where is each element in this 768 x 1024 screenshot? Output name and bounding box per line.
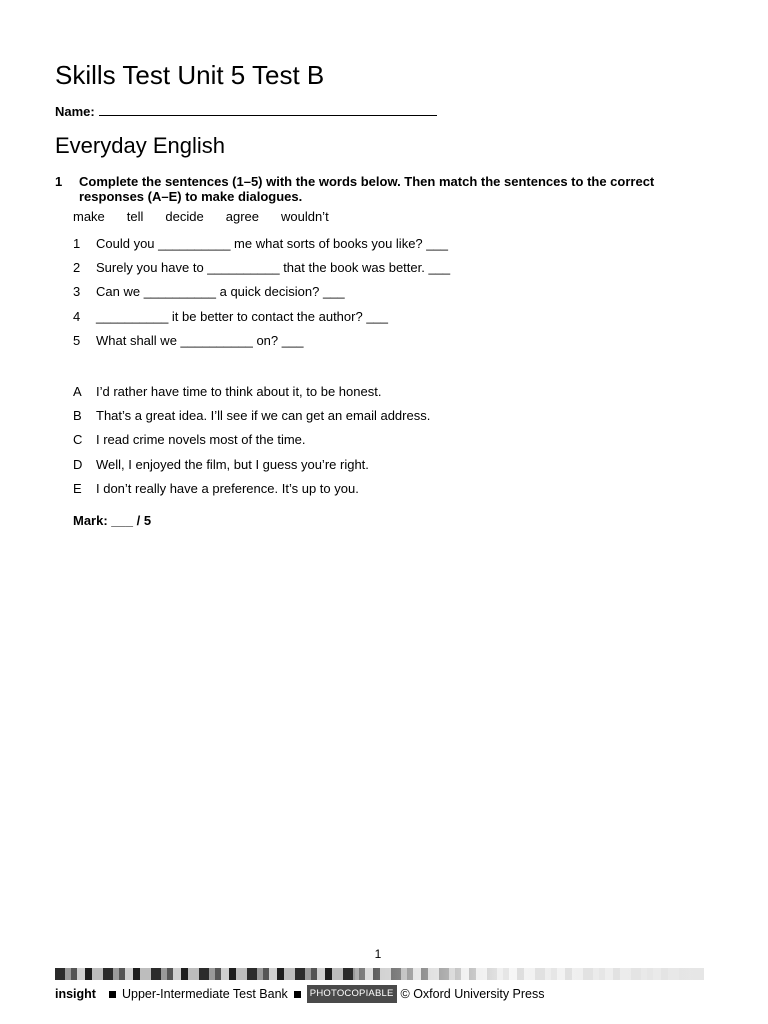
- response-letter: C: [73, 432, 83, 447]
- response-text: I don’t really have a preference. It’s up to you.: [96, 481, 359, 496]
- sentence-text: Could you __________ me what sorts of books you like? ___: [96, 236, 448, 251]
- question-number: 1: [55, 174, 63, 189]
- square-bullet-icon: [109, 991, 116, 998]
- name-label: Name:: [55, 104, 95, 119]
- sentence-item: [73, 309, 388, 325]
- mark-score: Mark: ___ / 5: [73, 513, 152, 528]
- sentence-number: 1: [73, 236, 81, 251]
- word-bank-item: tell: [126, 209, 144, 224]
- response-letter: A: [73, 384, 82, 399]
- sentence-text: Surely you have to __________ that the book was better. ___: [96, 260, 451, 275]
- word-bank-item: decide: [165, 209, 204, 224]
- footer-publisher: © Oxford University Press: [400, 987, 545, 1001]
- word-bank-item: make: [73, 209, 105, 224]
- sentence-number: 4: [73, 309, 81, 324]
- page-number: 1: [374, 947, 382, 961]
- response-item: [73, 432, 306, 448]
- sentence-item: [73, 284, 345, 300]
- footer: [55, 985, 545, 1003]
- response-text: I’d rather have time to think about it, to be honest.: [96, 384, 382, 399]
- word-bank: [73, 209, 351, 225]
- section-title: Everyday English: [55, 133, 225, 158]
- sentence-item: [73, 260, 450, 276]
- footer-photo-strip: [55, 968, 704, 980]
- response-letter: E: [73, 481, 82, 496]
- footer-brand: insight: [55, 987, 96, 1001]
- page-title: Skills Test Unit 5 Test B: [55, 60, 325, 90]
- response-text: Well, I enjoyed the film, but I guess you’re right.: [96, 457, 369, 472]
- footer-strip-fade: [355, 968, 704, 980]
- response-item: [73, 384, 381, 400]
- sentence-item: [73, 333, 303, 349]
- square-bullet-icon: [294, 991, 301, 998]
- sentence-text: Can we __________ a quick decision? ___: [96, 284, 345, 299]
- sentence-number: 3: [73, 284, 81, 299]
- sentence-item: [73, 236, 448, 252]
- response-item: [73, 481, 359, 497]
- name-field: [55, 103, 437, 120]
- response-item: [73, 457, 369, 473]
- footer-book-title: Upper-Intermediate Test Bank: [121, 987, 288, 1001]
- word-bank-item: agree: [225, 209, 259, 224]
- name-blank-line: [99, 103, 437, 116]
- photocopiable-badge: PHOTOCOPIABLE: [307, 985, 397, 1003]
- sentence-text: __________ it be better to contact the author? ___: [96, 309, 389, 324]
- sentence-number: 5: [73, 333, 81, 348]
- response-item: [73, 408, 430, 424]
- sentence-text: What shall we __________ on? ___: [96, 333, 304, 348]
- response-letter: B: [73, 408, 82, 423]
- question-instruction: Complete the sentences (1–5) with the words below. Then match the sentences to the correct responses (A–E) to make dialogues.: [79, 174, 655, 204]
- response-text: I read crime novels most of the time.: [96, 432, 306, 447]
- response-letter: D: [73, 457, 83, 472]
- response-text: That’s a great idea. I’ll see if we can get an email address.: [96, 408, 431, 423]
- sentence-number: 2: [73, 260, 81, 275]
- word-bank-item: wouldn’t: [280, 209, 329, 224]
